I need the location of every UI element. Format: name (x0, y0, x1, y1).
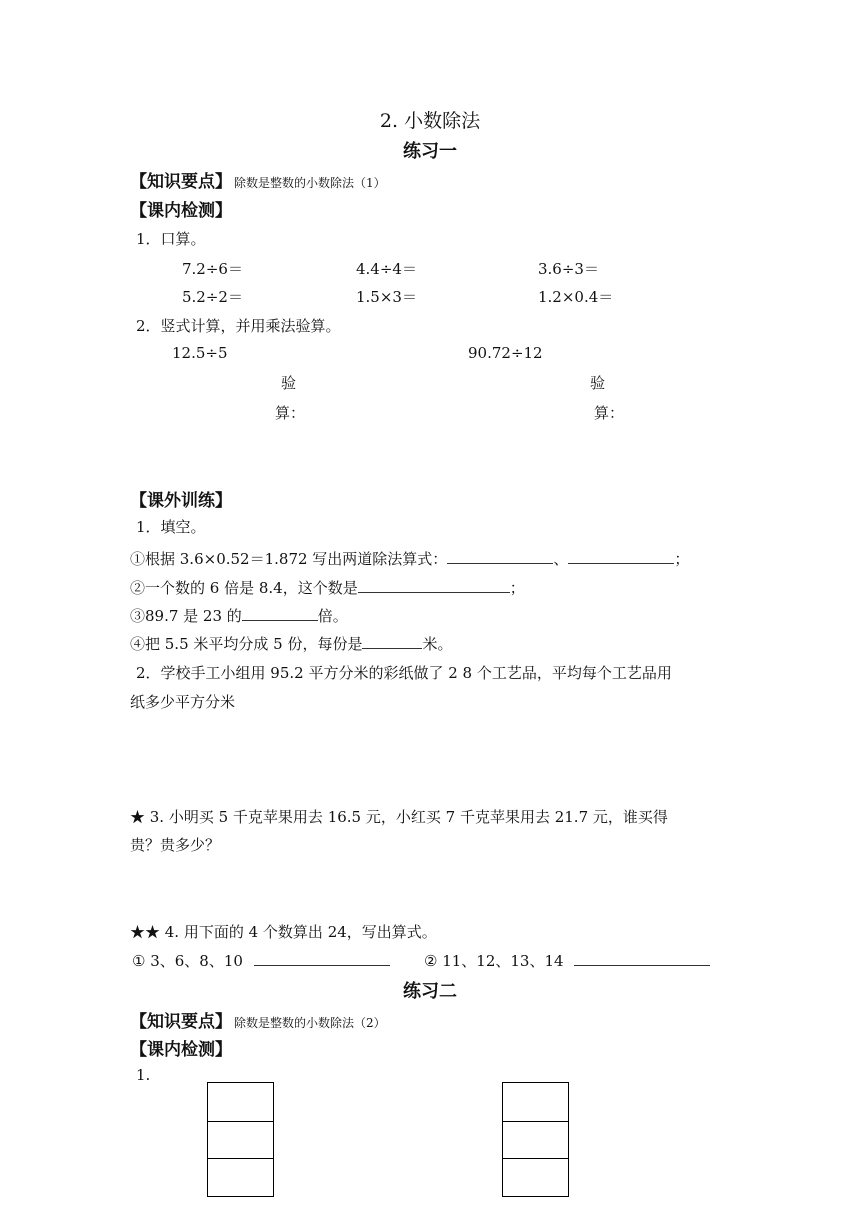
answer-box[interactable] (207, 1121, 274, 1159)
check-label: 验 (590, 374, 606, 392)
knowledge-text: 除数是整数的小数除法（1） (234, 176, 386, 190)
question-4-a: ① 3、6、8、10 (132, 950, 390, 971)
outside-class-label: 【课外训练】 (130, 491, 232, 511)
page-title: 2. 小数除法 (379, 110, 481, 132)
blank[interactable] (254, 951, 390, 966)
exercise-1-title: 练习一 (403, 141, 457, 162)
mental-item: 7.2÷6＝ (182, 260, 243, 278)
knowledge-label: 【知识要点】 (130, 172, 232, 192)
answer-box[interactable] (502, 1121, 569, 1159)
blank[interactable] (447, 549, 553, 564)
mental-item: 5.2÷2＝ (182, 288, 243, 306)
blank[interactable] (358, 578, 510, 593)
mental-item: 1.2×0.4＝ (538, 288, 614, 306)
in-class-label-2: 【课内检测】 (130, 1040, 232, 1060)
check-label: 算： (594, 404, 625, 422)
knowledge-points-2 (130, 1007, 386, 1032)
word-problem-2-line1: 2．学校手工小组用 95.2 平方分米的彩纸做了 2 8 个工艺品，平均每个工艺品用 (136, 664, 672, 682)
knowledge-points (130, 167, 386, 192)
answer-box[interactable] (502, 1082, 569, 1122)
blank[interactable] (568, 549, 674, 564)
question-4: ★★ 4. 用下面的 4 个数算出 24，写出算式。 (130, 923, 437, 941)
mental-item: 4.4÷4＝ (356, 260, 417, 278)
check-label: 验 (281, 374, 297, 392)
fill-1: ①根据 3.6×0.52＝1.872 写出两道除法算式： 、 ； (130, 550, 690, 568)
check-label: 算： (275, 404, 306, 422)
answer-box[interactable] (207, 1158, 274, 1197)
fill-3: ③89.7 是 23 的 倍。 (130, 607, 348, 625)
question-2: 2．竖式计算，并用乘法验算。 (136, 317, 341, 335)
blank[interactable] (242, 606, 318, 621)
calc-b: 90.72÷12 (468, 344, 543, 362)
knowledge-text: 除数是整数的小数除法（2） (234, 1016, 386, 1030)
word-problem-3-line1: ★ 3. 小明买 5 千克苹果用去 16.5 元，小红买 7 千克苹果用去 21.7 元，谁买得 (130, 808, 668, 826)
word-problem-2-line2: 纸多少平方分米 (130, 693, 236, 711)
question-1: 1．口算。 (136, 230, 206, 248)
exercise-2-title: 练习二 (403, 981, 457, 1002)
blank[interactable] (362, 634, 422, 649)
answer-box[interactable] (207, 1082, 274, 1122)
question-4-b: ② 11、12、13、14 (424, 950, 710, 971)
answer-box[interactable] (502, 1158, 569, 1197)
outside-question-1: 1．填空。 (136, 518, 206, 536)
mental-item: 1.5×3＝ (356, 288, 417, 306)
fill-2: ②一个数的 6 倍是 8.4，这个数是 ； (130, 579, 525, 597)
knowledge-label: 【知识要点】 (130, 1012, 232, 1032)
mental-item: 3.6÷3＝ (538, 260, 599, 278)
ex2-question-1: 1. (136, 1066, 151, 1084)
calc-a: 12.5÷5 (172, 344, 228, 362)
blank[interactable] (574, 951, 710, 966)
fill-4: ④把 5.5 米平均分成 5 份，每份是 米。 (130, 635, 453, 653)
word-problem-3-line2: 贵？贵多少？ (130, 836, 221, 854)
in-class-label: 【课内检测】 (130, 201, 232, 221)
